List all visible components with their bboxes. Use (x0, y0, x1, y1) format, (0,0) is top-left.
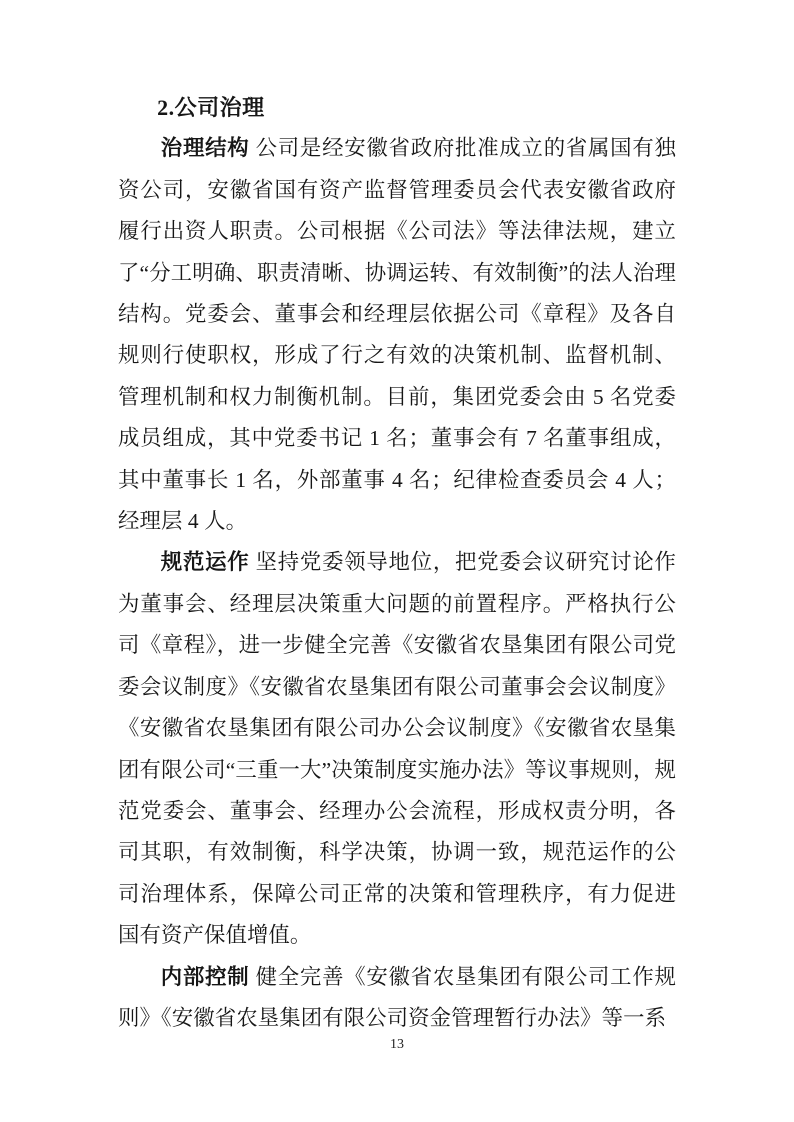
page-number: 13 (390, 1037, 404, 1052)
paragraph (118, 128, 676, 542)
paragraph-lead: 规范运作 (160, 550, 250, 575)
paragraph-lead: 治理结构 (160, 136, 250, 161)
paragraph-text: 健全完善《安徽省农垦集团有限公司工作规则》《安徽省农垦集团有限公司资金管理暂行办法》等一系 (118, 964, 676, 1030)
paragraph-lead: 内部控制 (160, 964, 250, 989)
document-content (118, 87, 676, 1039)
paragraph-text: 坚持党委领导地位，把党委会议研究讨论作为董事会、经理层决策重大问题的前置程序。严格执行公司《章程》，进一步健全完善《安徽省农垦集团有限公司党委会议制度》《安徽省农垦集团有限公司董事会会议制度》《安徽省农垦集团有限公司办公会议制度》《安徽省农垦集团有限公司“三重一大”决策制度实施办法》等议事规则，规范党委会、董事会、经理办公会流程，形成权责分明，各司其职，有效制衡，科学决策，协调一致，规范运作的公司治理体系，保障公司正常的决策和管理秩序，有力促进国有资产保值增值。 (118, 550, 676, 948)
paragraph-text: 公司是经安徽省政府批准成立的省属国有独资公司，安徽省国有资产监督管理委员会代表安徽省政府履行出资人职责。公司根据《公司法》等法律法规，建立了“分工明确、职责清晰、协调运转、有效制衡”的法人治理结构。党委会、董事会和经理层依据公司《章程》及各自规则行使职权，形成了行之有效的决策机制、监督机制、管理机制和权力制衡机制。目前，集团党委会由 5 名党委成员组成，其中党委书记 1 名；董事会有 7 名董事组成，其中董事长 1 名，外部董事 4 名；纪律检查委员会 4 人；经理层 4 人。 (118, 136, 676, 534)
paragraph (118, 542, 676, 956)
section-heading: 2.公司治理 (157, 95, 265, 120)
paragraph-container (118, 128, 676, 1039)
paragraph (118, 957, 676, 1040)
